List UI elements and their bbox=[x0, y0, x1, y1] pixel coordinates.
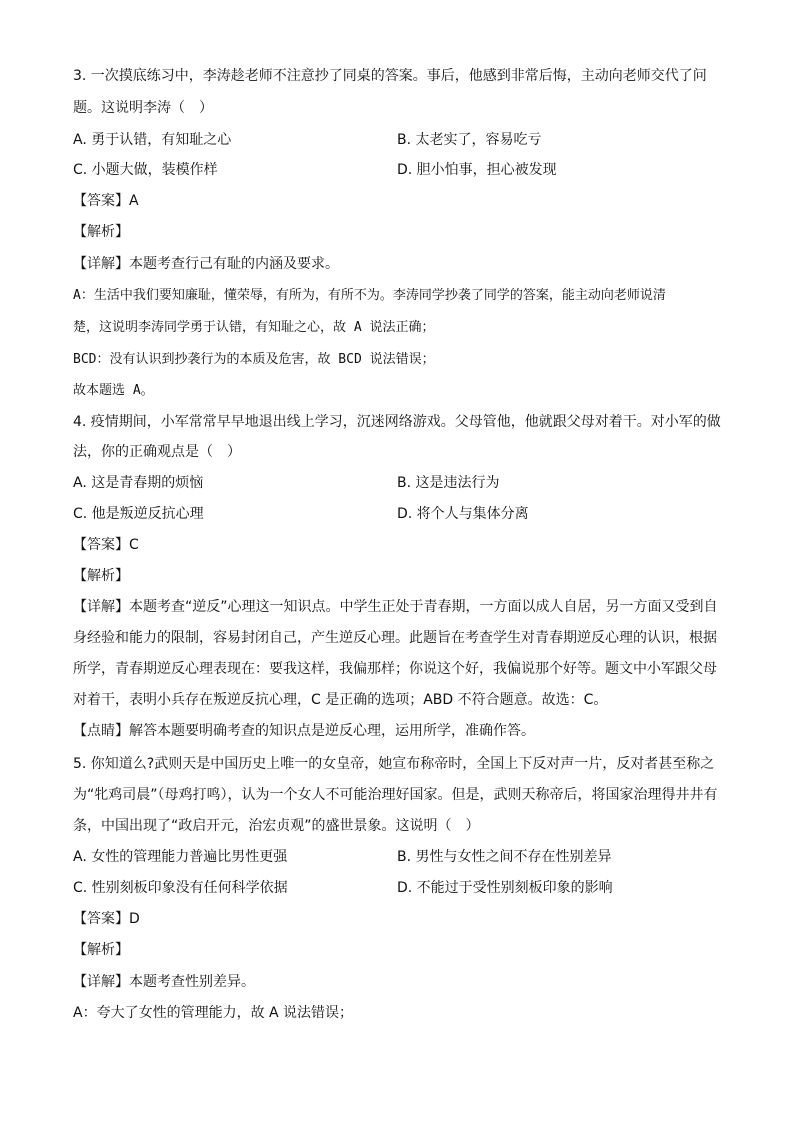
question-3-option-d: D. 胆小怕事，担心被发现 bbox=[397, 162, 557, 178]
question-5-option-b: B. 男性与女性之间不存在性别差异 bbox=[397, 849, 612, 865]
question-4-option-a: A. 这是青春期的烦恼 bbox=[73, 475, 204, 491]
question-5-stem-line-1: 5. 你知道么?武则天是中国历史上唯一的女皇帝，她宣布称帝时，全国上下反对声一片，反对者甚至称之 bbox=[73, 756, 715, 772]
question-5-stem-line-3: 条，中国出现了“政启开元，治宏贞观”的盛世景象。这说明（ ） bbox=[73, 818, 480, 834]
question-5-option-c: C. 性别刻板印象没有任何科学依据 bbox=[73, 880, 288, 896]
question-3-option-a: A. 勇于认错，有知耻之心 bbox=[73, 132, 232, 148]
question-5-stem-line-2: 为“牝鸡司晨”（母鸡打鸣），认为一个女人不可能治理好国家。但是，武则天称帝后，将国家治理得井井有 bbox=[73, 787, 718, 803]
question-3-option-c: C. 小题大做，装模作样 bbox=[73, 162, 218, 178]
question-5-option-a: A. 女性的管理能力普遍比男性更强 bbox=[73, 849, 288, 865]
question-4-detail-line-1: 【详解】本题考查“逆反”心理这一知识点。中学生正处于青春期，一方面以成人自居，另一方面又受到自 bbox=[73, 599, 718, 615]
question-4-stem-line-2: 法，你的正确观点是（ ） bbox=[73, 444, 241, 460]
question-3-answer: 【答案】A bbox=[73, 193, 139, 209]
question-4-tip: 【点睛】解答本题要明确考查的知识点是逆反心理，运用所学，准确作答。 bbox=[73, 723, 535, 739]
question-4-option-c: C. 他是叛逆反抗心理 bbox=[73, 506, 204, 522]
question-4-analysis-label: 【解析】 bbox=[73, 568, 129, 584]
question-5-answer: 【答案】D bbox=[73, 911, 140, 927]
question-5-analysis-label: 【解析】 bbox=[73, 942, 129, 958]
question-3-option-b: B. 太老实了，容易吃亏 bbox=[397, 132, 542, 148]
question-3-detail: 【详解】本题考查行己有耻的内涵及要求。 bbox=[73, 256, 339, 272]
question-3-analysis-label: 【解析】 bbox=[73, 224, 129, 240]
question-4-detail-line-2: 身经验和能力的限制，容易封闭自己，产生逆反心理。此题旨在考查学生对青春期逆反心理的认识，根据 bbox=[73, 630, 717, 646]
question-4-detail-line-4: 对着干，表明小兵存在叛逆反抗心理，C 是正确的选项；ABD 不符合题意。故选：C。 bbox=[73, 692, 608, 708]
question-5-option-d: D. 不能过于受性别刻板印象的影响 bbox=[397, 880, 613, 896]
question-4-detail-line-3: 所学，青春期逆反心理表现在：要我这样，我偏那样；你说这个好，我偏说那个好等。题文中小军跟父母 bbox=[73, 661, 717, 677]
question-4-stem-line-1: 4. 疫情期间，小军常常早早地退出线上学习，沉迷网络游戏。父母管他，他就跟父母对着干。对小军的做 bbox=[73, 414, 721, 430]
question-4-option-b: B. 这是违法行为 bbox=[397, 475, 500, 491]
question-5-detail: 【详解】本题考查性别差异。 bbox=[73, 974, 255, 990]
question-3-explanation-bcd: BCD：没有认识到抄袭行为的本质及危害，故 BCD 说法错误； bbox=[73, 352, 435, 367]
question-3-stem-line-1: 3. 一次摸底练习中，李涛趁老师不注意抄了同桌的答案。事后，他感到非常后悔，主动向老师交代了问 bbox=[73, 68, 707, 84]
question-4-option-d: D. 将个人与集体分离 bbox=[397, 506, 529, 522]
question-4-answer: 【答案】C bbox=[73, 537, 139, 553]
question-3-conclusion: 故本题选 A。 bbox=[73, 383, 154, 398]
question-3-stem-line-2: 题。这说明李涛（ ） bbox=[73, 100, 213, 116]
question-5-explanation-a: A：夸大了女性的管理能力，故 A 说法错误； bbox=[73, 1005, 354, 1021]
question-3-explanation-a-line-2: 楚，这说明李涛同学勇于认错，有知耻之心，故 A 说法正确； bbox=[73, 320, 435, 335]
question-3-explanation-a-line-1: A：生活中我们要知廉耻，懂荣辱，有所为，有所不为。李涛同学抄袭了同学的答案，能主动向老师说清 bbox=[73, 288, 666, 303]
